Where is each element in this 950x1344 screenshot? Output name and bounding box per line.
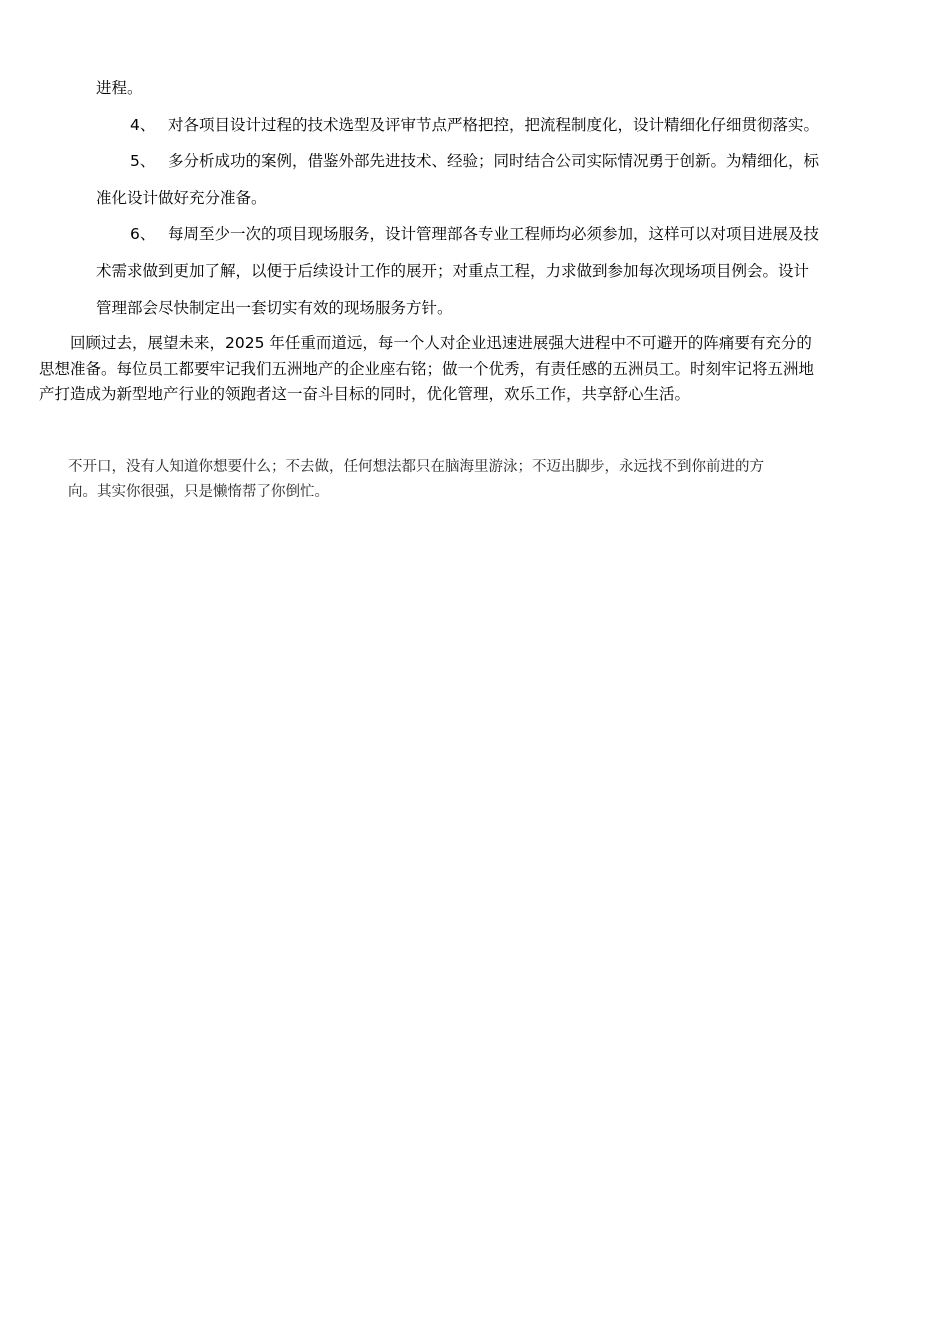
- list-item-6-continuation-2: 管理部会尽快制定出一套切实有效的现场服务方针。: [96, 299, 453, 317]
- list-item-text: 每周至少一次的项目现场服务，设计管理部各专业工程师均必须参加，这样可以对项目进展及技: [168, 225, 820, 243]
- list-item-number: 4、: [130, 116, 156, 134]
- list-item-5: [130, 151, 819, 171]
- list-item-6-continuation-1: 术需求做到更加了解，以便于后续设计工作的展开；对重点工程，力求做到参加每次现场项目例会。设计: [96, 262, 810, 280]
- list-item-6: [130, 224, 819, 244]
- continuation-text: 进程。: [96, 79, 143, 97]
- quote-line-2: 向。其实你很强，只是懒惰帮了你倒忙。: [68, 484, 329, 500]
- list-item-5-continuation: 准化设计做好充分准备。: [96, 189, 267, 207]
- quote-line-1: 不开口，没有人知道你想要什么；不去做，任何想法都只在脑海里游泳；不迈出脚步，永远找不到你前进的方: [68, 459, 764, 475]
- list-item-number: 5、: [130, 152, 156, 170]
- list-item-4: [130, 115, 819, 135]
- list-item-text: 对各项目设计过程的技术选型及评审节点严格把控，把流程制度化，设计精细化仔细贯彻落实。: [168, 116, 820, 134]
- summary-line-3: 产打造成为新型地产行业的领跑者这一奋斗目标的同时，优化管理，欢乐工作，共享舒心生活。: [39, 385, 691, 403]
- list-item-number: 6、: [130, 225, 156, 243]
- summary-line-1: 回顾过去，展望未来，2025 年任重而道远，每一个人对企业迅速进展强大进程中不可避开的阵痛要有充分的: [70, 334, 812, 352]
- summary-line-2: 思想准备。每位员工都要牢记我们五洲地产的企业座右铭；做一个优秀，有责任感的五洲员工。时刻牢记将五洲地: [39, 360, 815, 378]
- list-item-text: 多分析成功的案例，借鉴外部先进技术、经验；同时结合公司实际情况勇于创新。为精细化，标: [168, 152, 820, 170]
- motivational-quote: [68, 455, 883, 505]
